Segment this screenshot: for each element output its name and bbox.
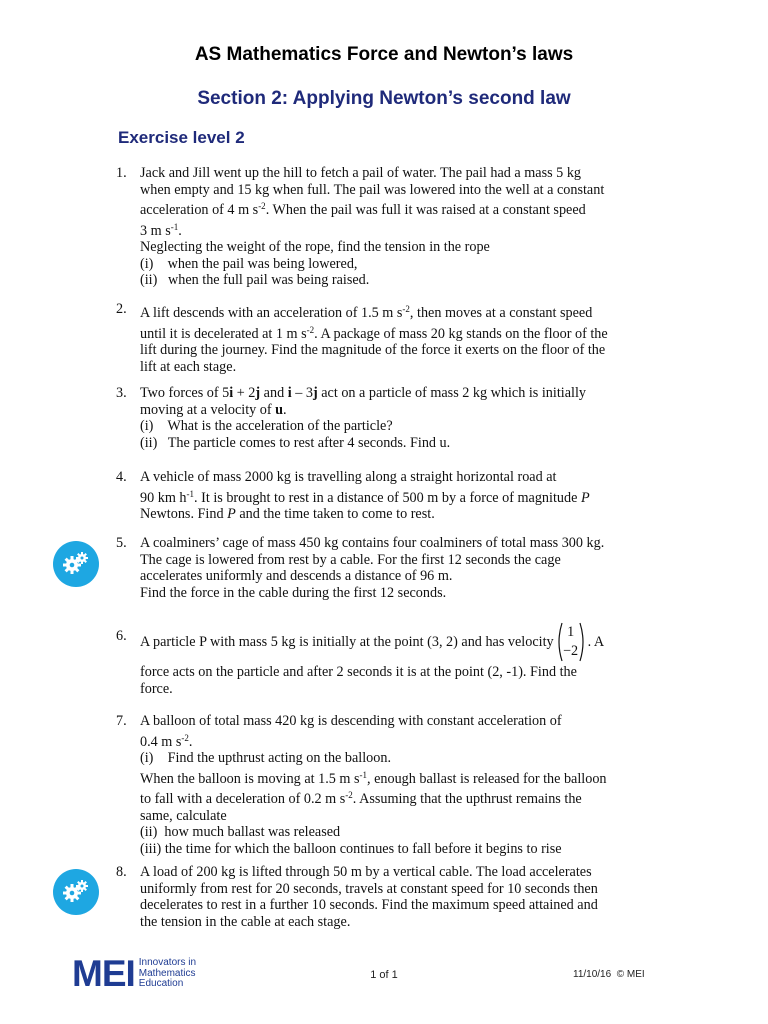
question-part: (ii) when the full pail was being raised. [140,272,370,288]
question-number: 2. [116,301,127,317]
question-number: 7. [116,713,127,729]
question-text: A particle P with mass 5 kg is initially at the point (3, 2) and has velocity 1 −2 . A [140,620,656,664]
question-text: uniformly from rest for 20 seconds, travels at constant speed for 10 seconds then [140,880,598,897]
question-text: accelerates uniformly and descends a distance of 96 m. [140,568,453,584]
gear-badge [53,541,99,587]
question-text: Find the force in the cable during the first 12 seconds. [140,584,447,601]
question-text: A balloon of total mass 420 kg is descending with constant acceleration of [140,713,562,729]
question-text: Jack and Jill went up the hill to fetch a pail of water. The pail had a mass 5 kg [140,165,582,181]
question-part: (i) Find the upthrust acting on the balloon. [140,750,392,766]
logo-letters: MEI [72,953,135,994]
question-text: lift during the journey. Find the magnitude of the force it exerts on the floor of the [140,342,606,358]
question-text: The cage is lowered from rest by a cable. For the first 12 seconds the cage [140,551,561,568]
question-number: 3. [116,385,127,401]
question-text: when empty and 15 kg when full. The pail was lowered into the well at a constant [140,181,605,198]
question-1 [116,165,656,289]
question-text: A vehicle of mass 2000 kg is travelling along a straight horizontal road at [140,469,557,485]
question-number: 6. [116,628,127,644]
question-6 [116,620,656,697]
question-text: force acts on the particle and after 2 seconds it is at the point (2, -1). Find the [140,664,577,680]
question-text: to fall with a deceleration of 0.2 m $s^{-2}$. Assuming that the upthrust remains the [140,790,582,807]
page-number: 1 of 1 [370,969,398,981]
question-part: (i) when the pail was being lowered, [140,255,358,272]
question-text: acceleration of 4 m $s^{-2}$. When the pail was full it was raised at a constant speed [140,201,586,218]
question-text: force. [140,680,173,697]
section-title: Section 2: Applying Newton’s second law [197,88,571,109]
gear-icon [61,549,91,579]
question-text: 90 km $h^{-1}$. It is brought to rest in a distance of 500 m by a force of magnitude P [140,488,590,506]
question-text: A load of 200 kg is lifted through 50 m by a vertical cable. The load accelerates [140,864,592,880]
exercise-heading: Exercise level 2 [118,128,245,147]
question-text: 0.4 m $s^{-2}$. [140,732,193,750]
question-part: (ii) how much ballast was released [140,824,341,840]
question-7 [116,713,656,857]
question-text: same, calculate [140,807,227,824]
question-part: (ii) The particle comes to rest after 4 seconds. Find u. [140,434,451,451]
question-3 [116,385,656,451]
question-text: until it is decelerated at 1 m $s^{-2}$. A package of mass 20 kg stands on the floor of the [140,324,608,342]
question-text: decelerates to rest in a further 10 seconds. Find the maximum speed attained and [140,897,598,913]
question-number: 5. [116,535,127,551]
logo-tagline: Innovators in Mathematics Education [138,957,197,990]
question-number: 1. [116,165,127,181]
question-text: Newtons. Find P and the time taken to come to rest. [140,506,435,522]
question-2 [116,301,656,375]
question-part: (iii) the time for which the balloon continues to fall before it begins to rise [140,840,562,857]
question-text: Neglecting the weight of the rope, find the tension in the rope [140,239,490,255]
gear-badge [53,869,99,915]
question-text: moving at a velocity of u. [140,401,287,418]
question-text: When the balloon is moving at 1.5 m $s^{-1}$, enough ballast is released for the balloon [140,769,607,787]
question-4 [116,469,656,523]
question-text: the tension in the cable at each stage. [140,913,351,930]
question-number: 4. [116,469,127,485]
question-5 [116,535,656,601]
footer-date: 11/10/16 © MEI [573,969,645,980]
question-text: A coalminers’ cage of mass 450 kg contains four coalminers of total mass 300 kg. [140,535,605,551]
document-title: AS Mathematics Force and Newton’s laws [194,44,574,65]
question-text: lift at each stage. [140,358,237,375]
question-8 [116,864,656,930]
question-part: (i) What is the acceleration of the particle? [140,418,393,434]
gear-icon [61,877,91,907]
velocity-vector: 1 −2 [556,621,586,663]
question-text: A lift descends with an acceleration of 1.5 m $s^{-2}$, then moves at a constant speed [140,304,593,321]
question-number: 8. [116,864,127,880]
question-text: Two forces of 5i + 2j and i – 3j act on a particle of mass 2 kg which is initially [140,385,587,401]
question-text: 3 m $s^{-1}$. [140,221,182,239]
